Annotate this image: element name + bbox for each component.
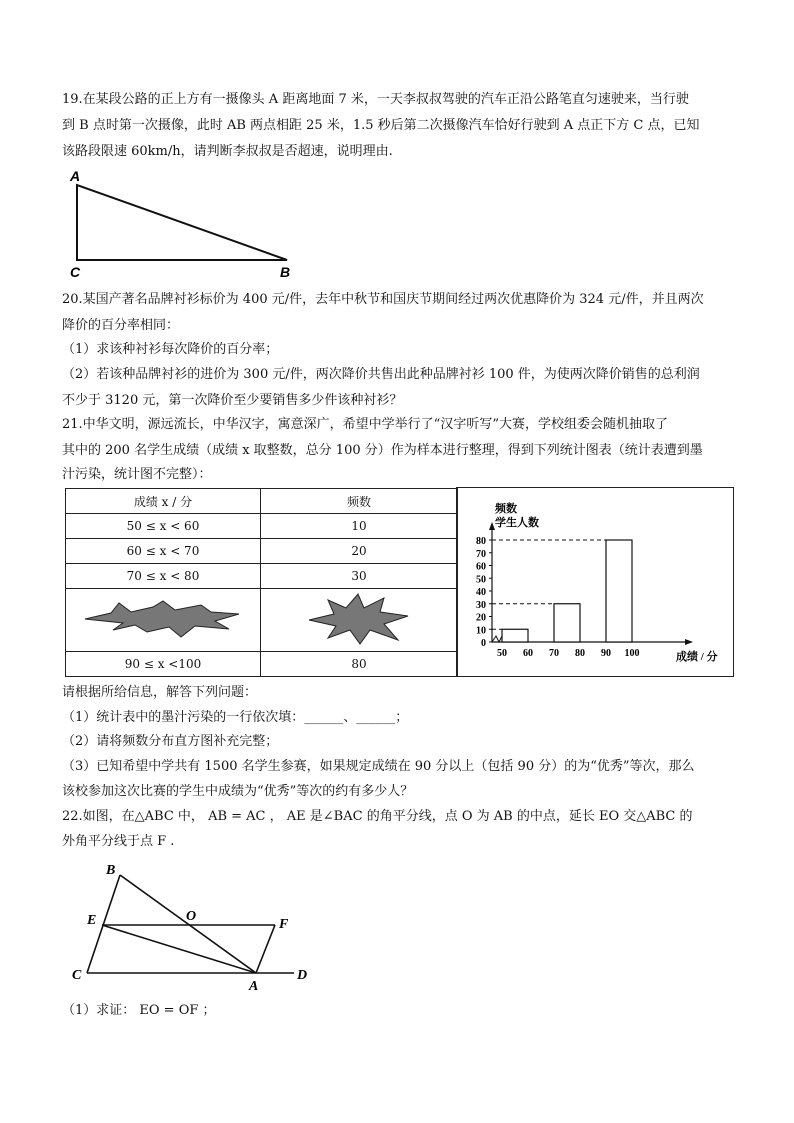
row-score: 90 ≤ x <100 [66,652,261,677]
table-row [66,539,458,564]
y-tick-label: 50 [476,574,486,586]
ink-stain-cell-score [66,589,261,652]
q20-line2: 降价的百分率相同： [62,318,180,333]
q22-label-O: O [186,909,197,924]
y-tick-label: 70 [476,548,486,560]
segment-BA [120,875,256,973]
q19-triangle-figure [62,165,302,280]
axis-break-mark [492,636,502,642]
q22-geometry-figure [62,858,332,993]
histogram-bar [502,629,528,642]
x-tick-label: 70 [549,648,559,659]
q20-part1: （1）求该种衬衫每次降价的百分率； [62,342,279,357]
q22-label-F: F [279,917,289,932]
y-tick-label: 10 [476,625,486,637]
q20-part2-line2: 不少于 3120 元，第一次降价至少要销售多少件该种衬衫？ [62,393,403,408]
q20-line1: 20.某国产著名品牌衬衫标价为 400 元/件，去年中秋节和国庆节期间经过两次优惠降价为 324 元/件，并且两次 [62,292,704,307]
y-tick-label: 40 [476,587,486,598]
q21-part3-line1: （3）已知希望中学共有 1500 名学生参赛，如果规定成绩在 90 分以上（包括 90 分）的为“优秀”等次，那么 [62,759,695,774]
histogram-bar [606,540,632,642]
q22-line1: 22.如图，在△ABC 中， AB = AC ， AE 是∠BAC 的角平分线，点 O 为 AB 的中点，延长 EO 交△ABC 的 [62,809,693,824]
frequency-histogram [457,488,733,676]
q19-label-C: C [70,264,81,280]
q20-part2-line1: （2）若该种品牌衬衫的进价为 300 元/件，两次降价共售出此种品牌衬衫 100 件，为使两次降价销售的总利润 [62,367,700,382]
q21-part3-line2: 该校参加这次比赛的学生中成绩为“优秀”等次的约有多少人？ [62,784,414,799]
q22-label-B: B [106,863,116,878]
x-tick-label: 60 [523,648,533,659]
row-frequency: 80 [261,652,458,677]
q21-prompt: 请根据所给信息，解答下列问题： [62,685,258,700]
row-score: 50 ≤ x < 60 [66,514,261,539]
header-score: 成绩 x / 分 [66,489,261,514]
frequency-table [65,488,458,677]
q19-label-B: B [280,264,291,280]
histogram-ylabel-1: 频数 [495,503,517,515]
ink-stained-row [66,589,458,652]
q19-triangle [77,185,287,260]
row-score: 70 ≤ x < 80 [66,564,261,589]
q21-line1: 21.中华文明，源远流长，中华汉字，寓意深广，希望中学举行了“汉字听写”大赛，学校组委会随机抽取了 [62,417,668,432]
table-header-row [66,489,458,514]
histogram-box [456,487,734,677]
y-tick-label: 60 [476,561,486,573]
q21-part1: （1）统计表中的墨汁污染的一行依次填：______、______； [62,710,409,725]
x-tick-label: 100 [624,648,640,659]
q22-label-A: A [249,979,259,993]
q19-line3: 该路段限速 60km/h，请判断李叔叔是否超速，说明理由. [62,144,393,159]
segment-AF [256,925,275,973]
y-tick-label: 0 [481,638,486,649]
y-tick-label: 20 [476,612,486,624]
q21-line2: 其中的 200 名学生成绩（成绩 x 取整数，总分 100 分）作为样本进行整理，得到下列统计图表（统计表遭到墨 [62,443,703,458]
q19-line2: 到 B 点时第一次摄像，此时 AB 两点相距 25 米，1.5 秒后第二次摄像汽车恰好行驶到 A 点正下方 C 点，已知 [62,118,700,133]
y-tick-label: 30 [476,599,486,611]
q22-line2: 外角平分线于点 F . [62,834,175,849]
x-axis-arrow [685,639,693,645]
row-score: 60 ≤ x < 70 [66,539,261,564]
header-frequency: 频数 [261,489,458,514]
histogram-ylabel-2: 学生人数 [495,517,539,529]
row-frequency: 10 [261,514,458,539]
y-tick-label: 80 [476,536,486,547]
q22-part1: （1）求证： EO = OF ； [62,1003,216,1018]
ink-stain-cell-frequency [261,589,458,652]
ink-stain-icon [83,599,243,639]
q19-line1: 19.在某段公路的正上方有一摄像头 A 距离地面 7 米，一天李叔叔驾驶的汽车正沿公路笔直匀速驶来，当行驶 [62,92,689,107]
table-row [66,564,458,589]
histogram-bar [554,604,580,642]
x-tick-label: 80 [575,648,585,659]
q19-label-A: A [70,168,81,184]
q21-part2: （2）请将频数分布直方图补充完整； [62,734,279,749]
segment-EA [102,925,256,973]
row-frequency: 20 [261,539,458,564]
x-tick-label: 50 [497,648,507,659]
x-tick-label: 90 [601,648,611,659]
q22-label-E: E [87,913,97,928]
q22-label-D: D [297,968,308,983]
row-frequency: 30 [261,564,458,589]
ink-stain-icon [304,592,414,646]
table-row [66,514,458,539]
table-row [66,652,458,677]
histogram-xlabel: 成绩 / 分 [676,651,718,663]
q21-line3: 汁污染，统计图不完整）： [62,467,212,482]
q22-label-C: C [72,968,82,983]
